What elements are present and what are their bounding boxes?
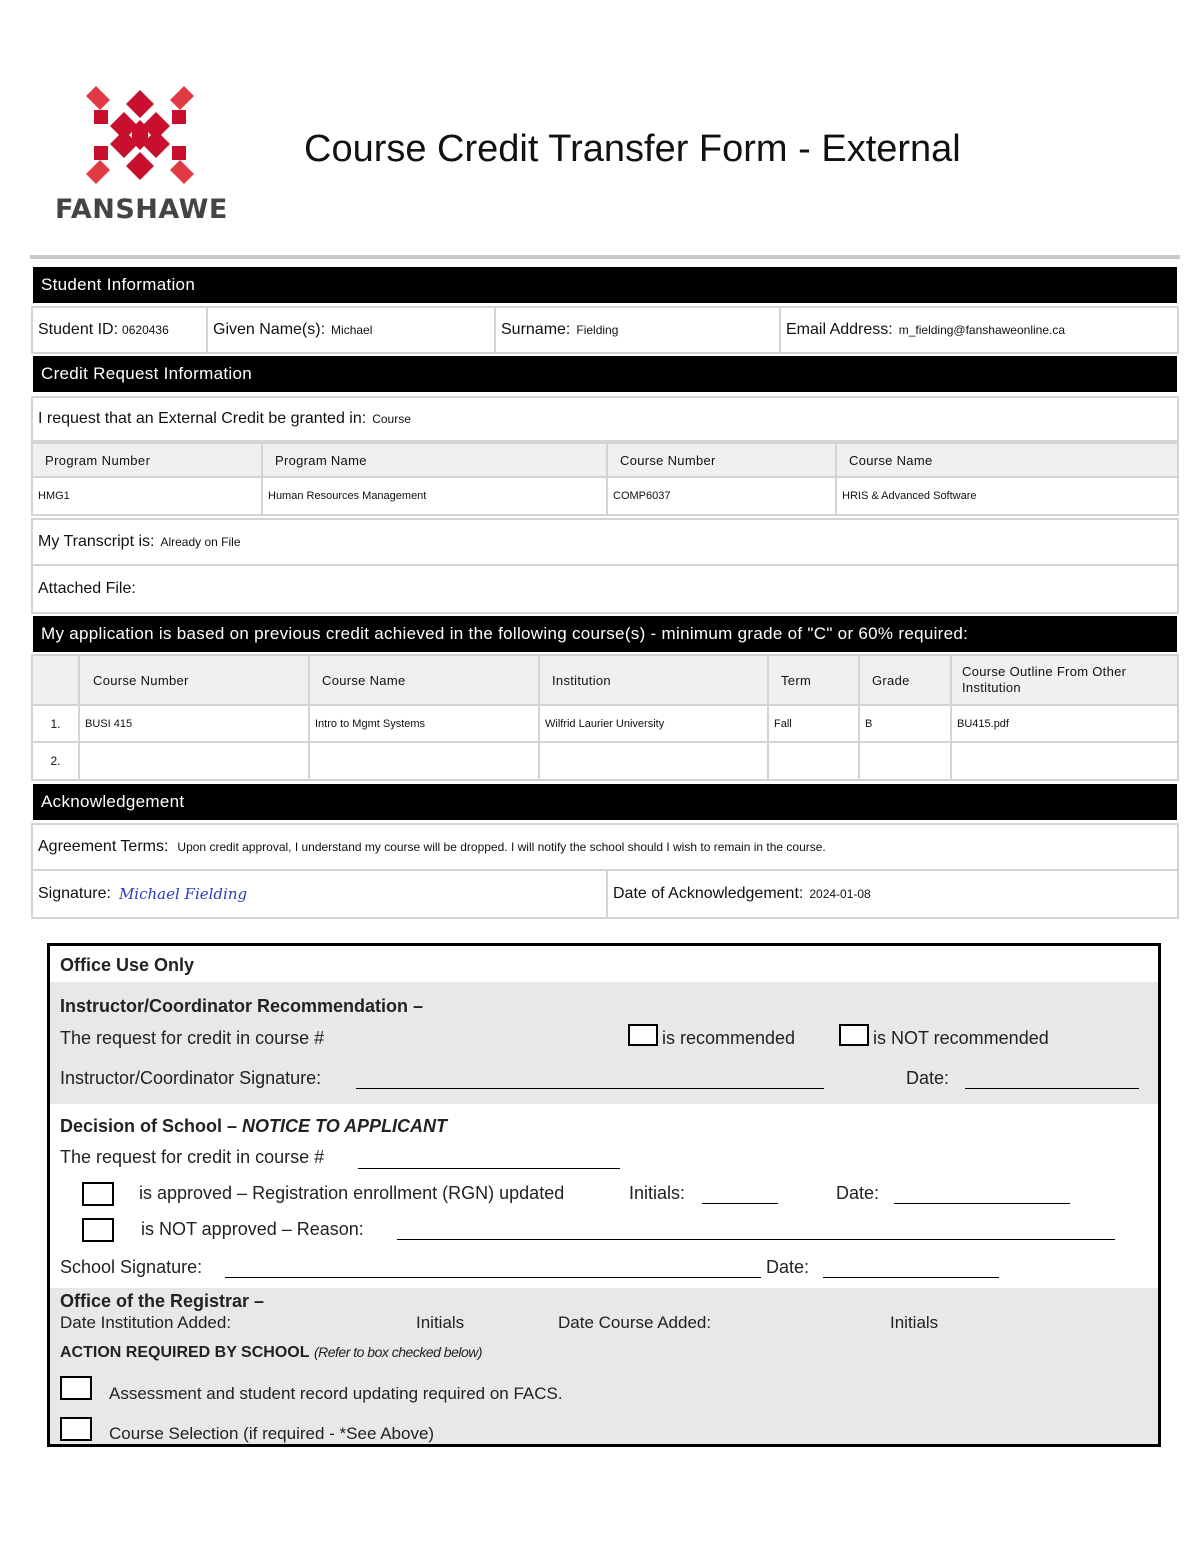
col-prev-course-number: Course Number xyxy=(80,656,310,704)
grade-value[interactable]: B xyxy=(860,706,952,741)
student-info-row xyxy=(31,306,1179,354)
course-selection-checkbox[interactable] xyxy=(60,1417,92,1441)
not-recommended-label: is NOT recommended xyxy=(873,1028,1049,1048)
given-name-cell[interactable] xyxy=(208,308,496,352)
office-use-title: Office Use Only xyxy=(60,955,195,975)
transcript-row[interactable] xyxy=(31,518,1179,566)
grade-value[interactable] xyxy=(860,743,952,779)
fanshawe-logo xyxy=(50,82,235,227)
col-institution: Institution xyxy=(540,656,769,704)
approved-checkbox[interactable] xyxy=(82,1182,114,1206)
email-value: m_fielding@fanshaweonline.ca xyxy=(898,323,1066,337)
signature-cell[interactable] xyxy=(33,871,608,917)
course-selection-label: Course Selection (if required - *See Above) xyxy=(109,1424,435,1443)
prev-course-name-value[interactable]: Intro to Mgmt Systems xyxy=(310,706,540,741)
ack-date-value: 2024-01-08 xyxy=(809,887,871,901)
term-value[interactable]: Fall xyxy=(769,706,860,741)
section-header-credit-request: Credit Request Information xyxy=(33,356,1177,392)
surname-label: Surname: xyxy=(501,321,571,338)
col-row-number xyxy=(33,656,80,704)
col-course-outline: Course Outline From Other Institution xyxy=(952,656,1177,704)
agreement-terms-label: Agreement Terms: xyxy=(38,838,169,855)
instructor-request-label: The request for credit in course # xyxy=(60,1028,325,1048)
date-institution-added-label: Date Institution Added: xyxy=(60,1313,232,1332)
approved-initials-label: Initials: xyxy=(629,1183,686,1203)
request-value: Course xyxy=(372,412,411,426)
assessment-label: Assessment and student record updating required on FACS. xyxy=(109,1384,563,1403)
prev-course-number-value[interactable]: BUSI 415 xyxy=(80,706,310,741)
approved-date-line[interactable] xyxy=(894,1203,1070,1204)
signature-label: Signature: xyxy=(38,885,111,902)
surname-value: Fielding xyxy=(576,323,619,337)
term-value[interactable] xyxy=(769,743,860,779)
course-name-value[interactable]: HRIS & Advanced Software xyxy=(842,490,977,502)
instructor-heading: Instructor/Coordinator Recommendation – xyxy=(60,996,424,1016)
col-program-name: Program Name xyxy=(263,444,608,476)
program-name-value[interactable]: Human Resources Management xyxy=(263,478,608,514)
decision-heading xyxy=(60,1116,447,1137)
school-date-line[interactable] xyxy=(823,1277,999,1278)
decision-notice: NOTICE TO APPLICANT xyxy=(242,1116,448,1136)
credit-table-row xyxy=(31,478,1179,516)
course-initials-label: Initials xyxy=(890,1313,939,1332)
transcript-label: My Transcript is: xyxy=(38,533,155,550)
action-required-note: (Refer to box checked below) xyxy=(313,1344,483,1360)
decision-heading-text: Decision of School – xyxy=(60,1116,238,1136)
course-outline-value[interactable]: BU415.pdf xyxy=(957,717,1009,730)
date-course-added-label: Date Course Added: xyxy=(558,1313,712,1332)
instructor-signature-line[interactable] xyxy=(356,1088,824,1089)
school-signature-label: School Signature: xyxy=(60,1257,203,1277)
school-date-label: Date: xyxy=(766,1257,810,1277)
col-program-number: Program Number xyxy=(33,444,263,476)
institution-value[interactable]: Wilfrid Laurier University xyxy=(540,706,769,741)
col-course-name: Course Name xyxy=(837,444,1177,476)
office-use-box xyxy=(47,943,1161,1447)
col-prev-course-name: Course Name xyxy=(310,656,540,704)
student-id-cell[interactable] xyxy=(33,308,208,352)
institution-value[interactable] xyxy=(540,743,769,779)
previous-credit-row xyxy=(31,743,1179,781)
given-name-value: Michael xyxy=(331,323,373,337)
student-id-label: Student ID: xyxy=(38,321,119,338)
course-outline-value[interactable] xyxy=(952,743,1177,779)
approved-initials-line[interactable] xyxy=(702,1203,778,1204)
decision-course-line[interactable] xyxy=(358,1168,620,1169)
assessment-checkbox[interactable] xyxy=(60,1376,92,1400)
col-grade: Grade xyxy=(860,656,952,704)
ack-date-label: Date of Acknowledgement: xyxy=(613,885,804,902)
header-divider xyxy=(30,255,1180,259)
email-label: Email Address: xyxy=(786,321,893,338)
course-number-value[interactable]: COMP6037 xyxy=(608,478,837,514)
agreement-terms-text: Upon credit approval, I understand my course will be dropped. I will notify the school should I wish to remain in the course. xyxy=(177,840,826,854)
recommended-checkbox[interactable] xyxy=(628,1024,658,1046)
action-required xyxy=(60,1344,482,1362)
approved-date-label: Date: xyxy=(836,1183,880,1203)
attached-file-row[interactable] xyxy=(31,566,1179,614)
transcript-value: Already on File xyxy=(160,535,241,549)
school-signature-line[interactable] xyxy=(225,1277,761,1278)
request-label: I request that an External Credit be granted in: xyxy=(38,410,367,427)
recommended-label: is recommended xyxy=(662,1028,796,1048)
prev-course-number-value[interactable] xyxy=(80,743,310,779)
student-id-value: 0620436 xyxy=(122,323,169,337)
instructor-date-line[interactable] xyxy=(965,1088,1139,1089)
not-approved-checkbox[interactable] xyxy=(82,1218,114,1242)
given-name-label: Given Name(s): xyxy=(213,321,326,338)
email-cell[interactable] xyxy=(781,308,1177,352)
signature-value: Michael Fielding xyxy=(118,885,248,903)
approved-label: is approved – Registration enrollment (RGN) updated xyxy=(139,1183,565,1203)
col-term: Term xyxy=(769,656,860,704)
previous-credit-row xyxy=(31,706,1179,743)
program-number-value[interactable]: HMG1 xyxy=(33,478,263,514)
form-title: Course Credit Transfer Form - External xyxy=(304,128,961,170)
fanshawe-emblem-icon xyxy=(50,82,235,194)
signature-row xyxy=(31,871,1179,919)
prev-course-name-value[interactable] xyxy=(310,743,540,779)
instructor-signature-label: Instructor/Coordinator Signature: xyxy=(60,1068,322,1088)
institution-initials-label: Initials xyxy=(416,1313,465,1332)
decision-request-label: The request for credit in course # xyxy=(60,1147,325,1167)
attached-file-label: Attached File: xyxy=(38,580,136,597)
row-number: 1. xyxy=(33,706,80,741)
credit-table-header xyxy=(31,442,1179,478)
section-header-student-information: Student Information xyxy=(33,267,1177,303)
section-header-acknowledgement: Acknowledgement xyxy=(33,784,1177,820)
section-header-previous-credit: My application is based on previous credit achieved in the following course(s) - minimum grade of "C" or 60% required: xyxy=(33,616,1177,652)
instructor-date-label: Date: xyxy=(906,1068,950,1088)
previous-credit-header xyxy=(31,654,1179,706)
surname-cell[interactable] xyxy=(496,308,781,352)
row-number: 2. xyxy=(33,743,80,779)
credit-request-row[interactable] xyxy=(31,396,1179,442)
col-course-number: Course Number xyxy=(608,444,837,476)
ack-date-cell[interactable] xyxy=(608,871,1177,917)
registrar-heading: Office of the Registrar – xyxy=(60,1291,265,1311)
not-recommended-checkbox[interactable] xyxy=(839,1024,869,1046)
logo-wordmark: FANSHAWE xyxy=(55,194,228,225)
action-required-label: ACTION REQUIRED BY SCHOOL xyxy=(60,1344,310,1361)
not-approved-label: is NOT approved – Reason: xyxy=(141,1219,364,1239)
not-approved-reason-line[interactable] xyxy=(397,1239,1115,1240)
agreement-terms-row xyxy=(31,823,1179,871)
